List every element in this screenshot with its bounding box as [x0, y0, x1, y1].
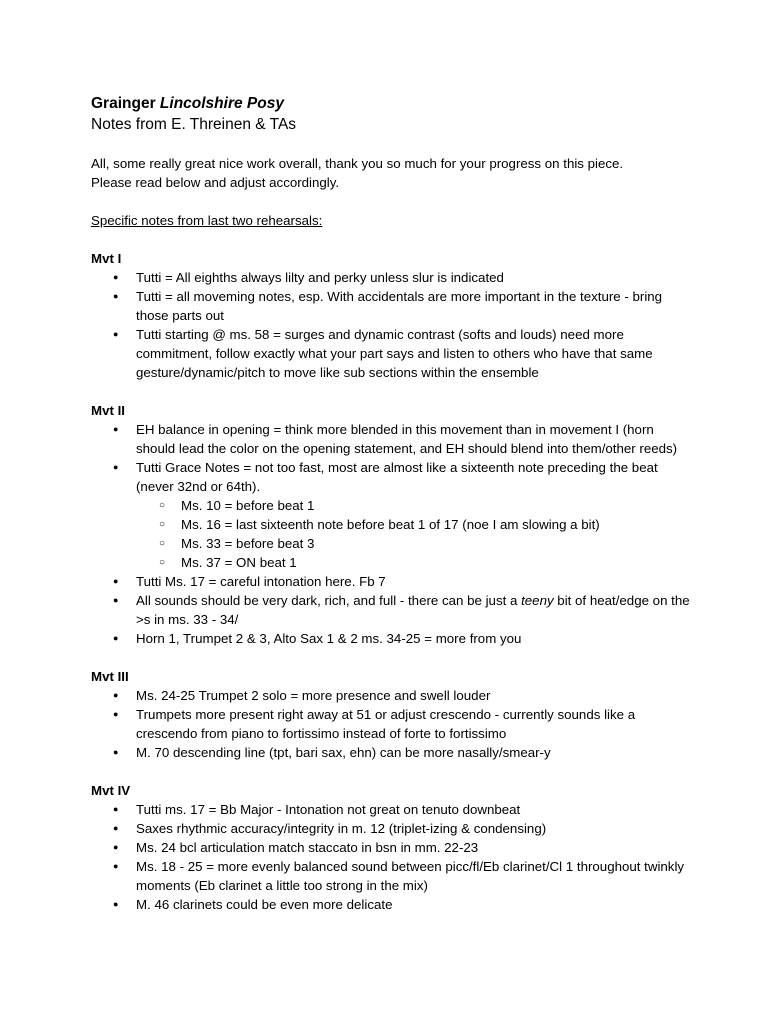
mvt-2-list [91, 420, 691, 648]
list-item: ● Tutti Ms. 17 = careful intonation here. Fb 7 [91, 572, 691, 591]
list-item: ● Tutti = All eighths always lilty and perky unless slur is indicated [91, 268, 691, 287]
mvt-4-heading: Mvt IV [91, 783, 131, 798]
list-item: ● Tutti ms. 17 = Bb Major - Intonation not great on tenuto downbeat [91, 800, 691, 819]
list-item: ● Saxes rhythmic accuracy/integrity in m. 12 (triplet-izing & condensing) [91, 819, 691, 838]
list-item: ● Ms. 24 bcl articulation match staccato in bsn in mm. 22-23 [91, 838, 691, 857]
list-item: ● Ms. 18 - 25 = more evenly balanced sound between picc/fl/Eb clarinet/Cl 1 throughout twinkly moments (Eb clarinet a little too strong in the mix) [91, 857, 691, 895]
document-subtitle: Notes from E. Threinen & TAs [91, 116, 297, 133]
sub-list-item: ○ Ms. 37 = ON beat 1 [136, 553, 691, 572]
grace-notes-sublist [136, 496, 691, 572]
mvt-3-list [91, 686, 691, 762]
list-item [91, 591, 691, 629]
list-item-text: Tutti Grace Notes = not too fast, most are almost like a sixteenth note preceding the beat (never 32nd or 64th). [136, 460, 658, 494]
mvt-3-heading: Mvt III [91, 669, 129, 684]
list-item [91, 458, 691, 572]
list-item: ● Horn 1, Trumpet 2 & 3, Alto Sax 1 & 2 ms. 34-25 = more from you [91, 629, 691, 648]
mvt-4-list [91, 800, 691, 914]
intro-line-2: Please read below and adjust accordingly. [91, 175, 340, 190]
document-page [91, 94, 691, 933]
list-item: ● Ms. 24-25 Trumpet 2 solo = more presence and swell louder [91, 686, 691, 705]
specific-notes-heading: Specific notes from last two rehearsals: [91, 213, 323, 228]
list-item-text: All sounds should be very dark, rich, and full - there can be just a [136, 593, 522, 608]
document-title [91, 94, 691, 114]
mvt-1-list [91, 268, 691, 382]
list-item: ● M. 46 clarinets could be even more delicate [91, 895, 691, 914]
title-piece-name: Lincolshire Posy [159, 95, 284, 112]
list-item: ● Trumpets more present right away at 51 or adjust crescendo - currently sounds like a crescendo from piano to fortissimo instead of forte to fortissimo [91, 705, 691, 743]
sub-list-item: ○ Ms. 33 = before beat 3 [136, 534, 691, 553]
list-item: ● Tutti = all moveming notes, esp. With accidentals are more important in the texture - bring those parts out [91, 287, 691, 325]
title-prefix: Grainger [91, 95, 160, 112]
intro-line-1: All, some really great nice work overall, thank you so much for your progress on this piece. [91, 156, 624, 171]
list-item: ● M. 70 descending line (tpt, bari sax, ehn) can be more nasally/smear-y [91, 743, 691, 762]
mvt-1-heading: Mvt I [91, 251, 122, 266]
list-item-text: bit of heat/edge on the >s in ms. 33 - 34/ [136, 593, 690, 627]
list-item: ● Tutti starting @ ms. 58 = surges and dynamic contrast (softs and louds) need more commitment, follow exactly what your part says and listen to others who have that same gesture/dynamic/pitch to move like sub sections within the ensemble [91, 325, 691, 382]
emphasis-text: teeny [521, 593, 554, 608]
mvt-2-heading: Mvt II [91, 403, 125, 418]
list-item: ● EH balance in opening = think more blended in this movement than in movement I (horn should lead the color on the opening statement, and EH should blend into them/other reeds) [91, 420, 691, 458]
sub-list-item: ○ Ms. 16 = last sixteenth note before beat 1 of 17 (noe I am slowing a bit) [136, 515, 691, 534]
intro-paragraph [91, 154, 691, 192]
sub-list-item: ○ Ms. 10 = before beat 1 [136, 496, 691, 515]
